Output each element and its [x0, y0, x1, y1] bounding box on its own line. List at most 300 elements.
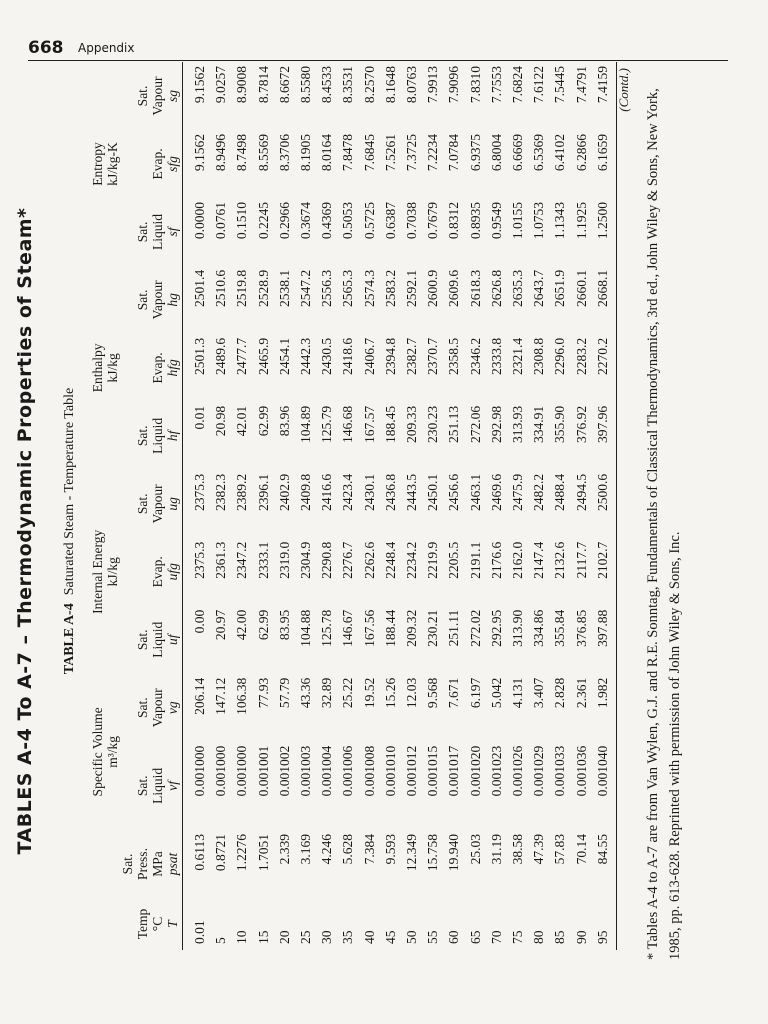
table-cell: 188.45 — [382, 405, 398, 443]
column-header-line: Vapour — [150, 484, 165, 524]
table-cell: 2176.6 — [488, 541, 504, 579]
table-cell: 7.5445 — [552, 66, 568, 104]
table-cell: 47.39 — [531, 834, 547, 865]
table-cell: 0.001010 — [382, 745, 398, 797]
table-cell: 5.042 — [488, 677, 504, 709]
column-header — [120, 62, 183, 130]
column-header-line: Sat. — [135, 289, 150, 311]
table-cell: 2651.9 — [552, 269, 568, 308]
table-row — [507, 62, 528, 950]
table-cell: 80 — [531, 930, 547, 944]
table-cell: 35 — [340, 930, 356, 944]
table-cell: 2.361 — [573, 677, 589, 709]
group-specific-volume-unit: m³/kg — [105, 735, 120, 768]
table-cell: 2592.1 — [404, 269, 420, 308]
table-cell: 8.7498 — [234, 133, 250, 172]
table-cell: 19.52 — [361, 677, 377, 709]
table-cell: 2389.2 — [234, 473, 250, 511]
table-cell: 40 — [361, 930, 377, 944]
table-cell: 397.88 — [592, 606, 617, 674]
column-header-line: Sat. — [135, 775, 150, 797]
table-cell: 2162.0 — [510, 541, 526, 579]
table-cell: 70.14 — [573, 834, 589, 865]
table-label: TABLE A-4 — [62, 603, 77, 675]
table-cell: 0.001015 — [425, 745, 441, 797]
table-cell: 1.982 — [592, 674, 617, 742]
table-cell: 0.5725 — [361, 201, 377, 240]
table-cell: 146.67 — [340, 609, 356, 647]
table-cell: 2308.8 — [531, 337, 547, 376]
table-cell: 2262.6 — [361, 541, 377, 579]
table-cell: 95 — [592, 898, 617, 950]
table-cell: 2382.7 — [404, 337, 420, 376]
table-cell: 2394.8 — [382, 337, 398, 376]
table-row — [359, 62, 380, 950]
table-cell: 2418.6 — [340, 337, 356, 376]
column-symbol: T — [165, 920, 180, 928]
table-cell: 2.339 — [276, 834, 292, 865]
table-cell: 2574.3 — [361, 269, 377, 308]
table-cell: 8.9496 — [213, 133, 229, 172]
section-label: Appendix — [78, 41, 135, 55]
table-caption — [62, 62, 78, 1000]
column-symbol: psat — [165, 852, 180, 876]
table-cell: 62.99 — [255, 405, 271, 437]
page-title: TABLES A-4 To A-7 – Thermodynamic Properties of Steam* — [14, 207, 36, 855]
column-header — [120, 538, 183, 606]
table-cell: 3.407 — [531, 677, 547, 709]
table-cell: 0.4369 — [319, 201, 335, 240]
table-cell: 90 — [573, 930, 589, 944]
table-cell: 38.58 — [510, 834, 526, 865]
table-cell: 2660.1 — [573, 269, 589, 308]
group-enthalpy-title: Enthalpy — [90, 343, 105, 393]
column-header — [120, 742, 183, 830]
table-cell: 7.4159 — [592, 62, 617, 130]
table-cell: 2409.8 — [298, 473, 314, 511]
page-header — [28, 34, 728, 64]
column-symbol: vf — [165, 780, 180, 791]
table-row — [295, 62, 316, 950]
table-cell: 8.1905 — [298, 133, 314, 172]
table-cell: 167.57 — [361, 405, 377, 443]
table-cell: 25.03 — [467, 834, 483, 865]
table-cell: 2219.9 — [425, 541, 441, 579]
table-cell: 9.1562 — [192, 133, 207, 172]
table-cell: 20.97 — [213, 609, 229, 641]
table-cell: 2191.1 — [467, 541, 483, 579]
table-cell: 0.0761 — [213, 201, 229, 240]
column-header — [120, 266, 183, 334]
table-cell: 206.14 — [192, 677, 207, 715]
table-row — [316, 62, 337, 950]
table-row — [592, 62, 617, 950]
table-cell: 50 — [404, 930, 420, 944]
table-cell: 397.96 — [592, 402, 617, 470]
column-header-line: MPa — [150, 851, 165, 877]
table-cell: 104.88 — [298, 609, 314, 647]
table-cell: 2375.3 — [192, 473, 207, 511]
table-cell: 313.93 — [510, 405, 526, 443]
table-cell: 8.7814 — [255, 66, 271, 104]
column-symbol: sg — [165, 89, 180, 102]
table-cell: 0.001012 — [404, 745, 420, 797]
group-internal-energy-title: Internal Energy — [90, 529, 105, 614]
table-cell: 7.7553 — [488, 66, 504, 104]
table-cell: 0.001033 — [552, 745, 568, 797]
column-header-line: °C — [150, 916, 165, 932]
table-cell: 0.001006 — [340, 745, 356, 797]
table-cell: 8.0763 — [404, 66, 420, 104]
table-cell: 0.8312 — [446, 201, 462, 240]
table-cell: 7.5261 — [382, 133, 398, 172]
table-cell: 2430.5 — [319, 337, 335, 376]
table-cell: 0.001029 — [531, 745, 547, 797]
column-symbol: uf — [165, 634, 180, 646]
table-cell: 0.001036 — [573, 745, 589, 797]
table-row — [183, 62, 211, 950]
table-cell: 2436.8 — [382, 473, 398, 511]
table-cell: 1.1343 — [552, 201, 568, 240]
table-cell: 0.00 — [192, 609, 207, 634]
table-cell: 2643.7 — [531, 269, 547, 308]
table-cell: 43.36 — [298, 677, 314, 709]
header-group-row — [88, 62, 120, 950]
table-cell: 75 — [510, 930, 526, 944]
table-cell: 146.68 — [340, 405, 356, 443]
table-row — [528, 62, 549, 950]
table-cell: 2423.4 — [340, 473, 356, 511]
table-cell: 12.349 — [404, 834, 420, 872]
table-cell: 6.1659 — [592, 130, 617, 198]
table-cell: 2626.8 — [488, 269, 504, 308]
table-cell: 2406.7 — [361, 337, 377, 376]
table-caption-text: Saturated Steam - Temperature Table — [62, 387, 77, 596]
table-cell: 9.1562 — [192, 66, 207, 104]
table-cell: 9.593 — [382, 834, 398, 865]
table-cell: 8.4533 — [319, 66, 335, 104]
table-cell: 4.246 — [319, 834, 335, 865]
table-cell: 0.9549 — [488, 201, 504, 240]
column-header-line: Sat. — [120, 853, 135, 875]
table-cell: 0.001008 — [361, 745, 377, 797]
table-row — [210, 62, 231, 950]
group-internal-energy-unit: kJ/kg — [105, 557, 120, 587]
table-cell: 8.2570 — [361, 66, 377, 104]
table-cell: 0.001017 — [446, 745, 462, 797]
table-row — [337, 62, 358, 950]
table-cell: 8.1648 — [382, 66, 398, 104]
table-cell: 2494.5 — [573, 473, 589, 511]
column-header — [120, 402, 183, 470]
table-cell: 6.9375 — [467, 133, 483, 172]
table-cell: 8.0164 — [319, 133, 335, 172]
group-specific-volume — [88, 674, 120, 830]
continued-note: (Contd.) — [616, 68, 631, 112]
group-internal-energy — [88, 470, 120, 674]
table-cell: 32.89 — [319, 677, 335, 709]
table-body — [183, 62, 617, 950]
table-cell: 2501.4 — [192, 269, 207, 308]
table-cell: 12.03 — [404, 677, 420, 709]
table-cell: 0.001002 — [276, 745, 292, 797]
table-cell: 6.6669 — [510, 133, 526, 172]
table-cell: 2469.6 — [488, 473, 504, 511]
table-cell: 6.4102 — [552, 133, 568, 172]
table-cell: 0.001004 — [319, 745, 335, 797]
table-cell: 251.11 — [446, 609, 462, 647]
table-cell: 77.93 — [255, 677, 271, 709]
table-cell: 7.8478 — [340, 133, 356, 172]
table-cell: 2454.1 — [276, 337, 292, 376]
table-cell: 25.22 — [340, 677, 356, 709]
table-row — [253, 62, 274, 950]
table-cell: 70 — [488, 930, 504, 944]
table-cell: 2319.0 — [276, 541, 292, 579]
table-cell: 292.95 — [488, 609, 504, 647]
table-cell: 3.169 — [298, 834, 314, 865]
table-cell: 2416.6 — [319, 473, 335, 511]
group-enthalpy — [88, 266, 120, 470]
table-cell: 2205.5 — [446, 541, 462, 579]
table-cell: 42.00 — [234, 609, 250, 641]
table-cell: 9.0257 — [213, 66, 229, 104]
table-cell: 2565.3 — [340, 269, 356, 308]
table-row — [549, 62, 570, 950]
table-cell: 0.7038 — [404, 201, 420, 240]
group-entropy-title: Entropy — [90, 142, 105, 186]
table-row — [465, 62, 486, 950]
column-header-line: Liquid — [150, 621, 165, 658]
table-cell: 2248.4 — [382, 541, 398, 579]
table-cell: 60 — [446, 930, 462, 944]
group-specific-volume-title: Specific Volume — [90, 707, 105, 797]
table-cell: 15.758 — [425, 834, 441, 872]
table-cell: 2450.1 — [425, 473, 441, 511]
table-cell: 313.90 — [510, 609, 526, 647]
table-cell: 85 — [552, 930, 568, 944]
column-header — [120, 198, 183, 266]
table-row — [443, 62, 464, 950]
table-row — [231, 62, 252, 950]
header-spacer — [88, 830, 120, 898]
column-symbol: hf — [165, 430, 180, 442]
table-cell: 0.0000 — [192, 201, 207, 240]
table-cell: 7.6845 — [361, 133, 377, 172]
column-header-line: Sat. — [135, 425, 150, 447]
table-cell: 6.197 — [467, 677, 483, 709]
table-cell: 2477.7 — [234, 337, 250, 376]
table-row — [380, 62, 401, 950]
table-cell: 2488.4 — [552, 473, 568, 511]
table-cell: 65 — [467, 930, 483, 944]
table-cell: 2489.6 — [213, 337, 229, 376]
table-cell: 230.21 — [425, 609, 441, 647]
table-cell: 7.8310 — [467, 66, 483, 104]
table-cell: 0.001040 — [592, 742, 617, 830]
table-cell: 1.1925 — [573, 201, 589, 240]
table-cell: 25 — [298, 930, 314, 944]
table-cell: 15.26 — [382, 677, 398, 709]
table-cell: 188.44 — [382, 609, 398, 647]
table-cell: 20.98 — [213, 405, 229, 437]
table-cell: 2.828 — [552, 677, 568, 709]
table-cell: 355.84 — [552, 609, 568, 647]
table-cell: 83.96 — [276, 405, 292, 437]
table-cell: 0.001026 — [510, 745, 526, 797]
group-entropy — [88, 62, 120, 266]
table-cell: 272.02 — [467, 609, 483, 647]
table-cell: 2465.9 — [255, 337, 271, 376]
table-cell: 0.8721 — [213, 834, 229, 872]
header-rule — [28, 60, 728, 61]
steam-table — [88, 62, 617, 950]
table-cell: 19.940 — [446, 834, 462, 872]
table-cell: 0.01 — [192, 920, 207, 944]
table-cell: 125.78 — [319, 609, 335, 647]
table-cell: 2234.2 — [404, 541, 420, 579]
table-cell: 2668.1 — [592, 266, 617, 334]
table-cell: 2510.6 — [213, 269, 229, 308]
table-cell: 0.001000 — [234, 745, 250, 797]
column-header-line: Evap. — [150, 556, 165, 588]
column-symbol: ug — [165, 497, 180, 511]
table-cell: 1.2276 — [234, 834, 250, 872]
column-header-line: Vapour — [150, 688, 165, 728]
table-cell: 62.99 — [255, 609, 271, 641]
column-header — [120, 470, 183, 538]
table-cell: 83.95 — [276, 609, 292, 641]
table-cell: 57.83 — [552, 834, 568, 865]
table-row — [486, 62, 507, 950]
column-header-line: Sat. — [135, 629, 150, 651]
table-cell: 2482.2 — [531, 473, 547, 511]
table-cell: 104.89 — [298, 405, 314, 443]
table-cell: 2475.9 — [510, 473, 526, 511]
table-cell: 147.12 — [213, 677, 229, 715]
table-cell: 2117.7 — [573, 541, 589, 579]
column-header-line: Press. — [135, 848, 150, 880]
table-cell: 2321.4 — [510, 337, 526, 376]
column-symbol: hg — [165, 293, 180, 307]
table-cell: 2528.9 — [255, 269, 271, 308]
table-cell: 2147.4 — [531, 541, 547, 579]
table-cell: 30 — [319, 930, 335, 944]
table-cell: 2346.2 — [467, 337, 483, 376]
table-cell: 2358.5 — [446, 337, 462, 376]
group-entropy-unit: kJ/kg-K — [105, 142, 120, 186]
table-cell: 0.001023 — [488, 745, 504, 797]
table-cell: 5.628 — [340, 834, 356, 865]
table-cell: 6.2866 — [573, 133, 589, 172]
column-header-line: Evap. — [150, 148, 165, 180]
table-cell: 84.55 — [592, 830, 617, 898]
column-header-row — [120, 62, 183, 950]
table-cell: 2347.2 — [234, 541, 250, 579]
table-cell: 0.5053 — [340, 201, 356, 240]
table-cell: 2600.9 — [425, 269, 441, 308]
table-cell: 2375.3 — [192, 541, 207, 579]
table-cell: 8.3531 — [340, 66, 356, 104]
table-cell: 334.86 — [531, 609, 547, 647]
column-symbol: hfg — [165, 359, 180, 377]
table-cell: 2583.2 — [382, 269, 398, 308]
table-cell: 209.33 — [404, 405, 420, 443]
table-cell: 0.6113 — [192, 834, 207, 871]
column-header-line: Sat. — [135, 697, 150, 719]
table-cell: 8.5569 — [255, 133, 271, 172]
table-cell: 7.0784 — [446, 133, 462, 172]
table-cell: 2361.3 — [213, 541, 229, 579]
column-header-line: Liquid — [150, 417, 165, 454]
table-cell: 6.5369 — [531, 133, 547, 172]
table-cell: 2501.3 — [192, 337, 207, 376]
table-cell: 42.01 — [234, 405, 250, 437]
table-cell: 376.92 — [573, 405, 589, 443]
column-header-line: Temp — [135, 908, 150, 940]
table-cell: 2396.1 — [255, 473, 271, 511]
table-cell: 1.2500 — [592, 198, 617, 266]
table-cell: 57.79 — [276, 677, 292, 709]
table-cell: 6.8004 — [488, 133, 504, 172]
column-header-line: Liquid — [150, 767, 165, 804]
column-header-line: Sat. — [135, 221, 150, 243]
table-cell: 2290.8 — [319, 541, 335, 579]
column-header — [120, 674, 183, 742]
column-header-line: Sat. — [135, 85, 150, 107]
table-cell: 272.06 — [467, 405, 483, 443]
table-cell: 2538.1 — [276, 269, 292, 308]
table-cell: 2609.6 — [446, 269, 462, 308]
table-cell: 0.6387 — [382, 201, 398, 240]
table-cell: 1.0155 — [510, 201, 526, 240]
table-cell: 7.384 — [361, 834, 377, 865]
table-cell: 15 — [255, 930, 271, 944]
table-cell: 2283.2 — [573, 337, 589, 376]
table-cell: 0.7679 — [425, 201, 441, 240]
table-row — [571, 62, 592, 950]
table-cell: 2500.6 — [592, 470, 617, 538]
column-symbol: sf — [165, 227, 180, 237]
table-cell: 334.91 — [531, 405, 547, 443]
table-cell: 106.38 — [234, 677, 250, 715]
column-header-line: Vapour — [150, 76, 165, 116]
table-cell: 9.568 — [425, 677, 441, 709]
table-cell: 1.0753 — [531, 201, 547, 240]
table-cell: 2618.3 — [467, 269, 483, 308]
table-cell: 2443.5 — [404, 473, 420, 511]
table-cell: 209.32 — [404, 609, 420, 647]
column-symbol: sfg — [165, 156, 180, 172]
table-cell: 2270.2 — [592, 334, 617, 402]
table-cell: 376.85 — [573, 609, 589, 647]
table-cell: 2635.3 — [510, 269, 526, 308]
group-enthalpy-unit: kJ/kg — [105, 353, 120, 383]
table-cell: 0.001020 — [467, 745, 483, 797]
table-cell: 2296.0 — [552, 337, 568, 376]
table-cell: 2370.7 — [425, 337, 441, 376]
table-cell: 0.8935 — [467, 201, 483, 240]
table-row — [401, 62, 422, 950]
table-cell: 2556.3 — [319, 269, 335, 308]
table-cell: 8.5580 — [298, 66, 314, 104]
table-cell: 2402.9 — [276, 473, 292, 511]
table-cell: 355.90 — [552, 405, 568, 443]
table-cell: 0.2245 — [255, 201, 271, 240]
column-header — [120, 130, 183, 198]
table-cell: 7.2234 — [425, 133, 441, 172]
table-cell: 7.671 — [446, 677, 462, 709]
